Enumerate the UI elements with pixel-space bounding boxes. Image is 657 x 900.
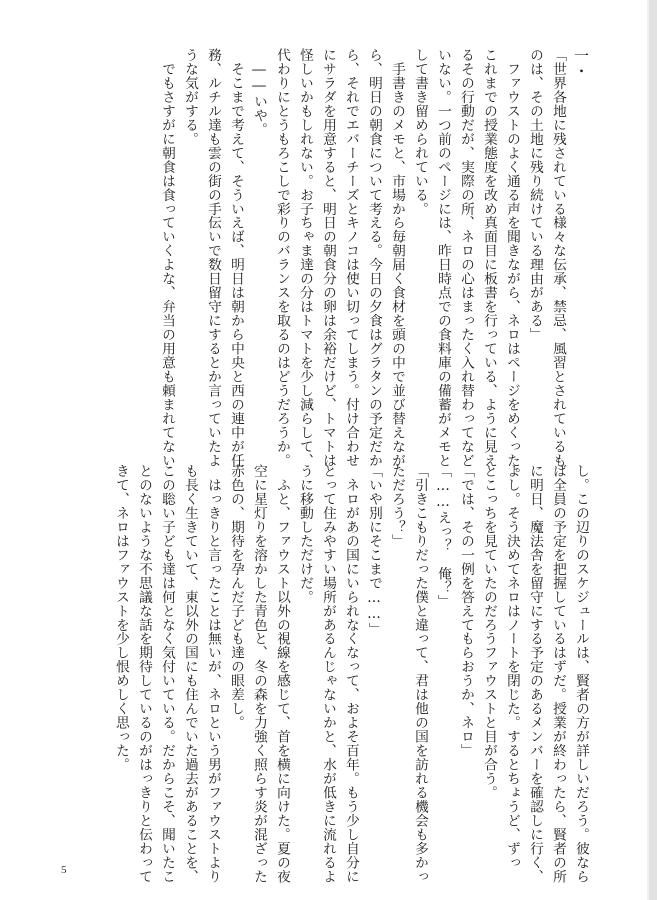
text-line: いない。一つ前のページには、昨日時点での食料庫の備蓄がメモと bbox=[435, 48, 451, 468]
text-line: 怪しいかもしれない。お子ちゃま達の分はトマトを少し減らして、 bbox=[297, 48, 313, 468]
text-line: 務、ルチル達も雲の街の手伝いで数日留守にするとか言っていたよ bbox=[205, 48, 221, 468]
text-line: ネロがあの国にいられなくなって、およそ百年。もう少し自分に bbox=[343, 464, 359, 884]
text-line: 赤色の、期待を孕んだ子ども達の眼差し。 bbox=[228, 464, 244, 730]
text-line: きて、ネロはファウストを少し恨めしく思った。 bbox=[113, 464, 129, 772]
text-line: 「……えっ？ 俺？」 bbox=[435, 464, 451, 609]
text-line: とのないような不思議な話を期待しているのがはっきりと伝わって bbox=[136, 464, 152, 884]
text-line: はっきりと言ったことは無いが、ネロという男がファウストより bbox=[205, 464, 221, 884]
text-line: 手書きのメモと、市場から毎朝届く食材を頭の中で並び替えなが bbox=[389, 48, 405, 468]
chapter-number: 一・ bbox=[572, 48, 590, 79]
text-line: とこっちを見ていたのだろうファウストと目が合う。 bbox=[481, 464, 497, 800]
text-line: この聡い子ども達は何となく気付いている。だからこそ、聞いたこ bbox=[159, 464, 175, 884]
text-line: ら、明日の朝食について考える。今日の夕食はグラタンの予定だか bbox=[366, 48, 382, 468]
text-line: とって住みやすい場所があるんじゃないかと、水が低きに流れるよ bbox=[320, 464, 336, 884]
text-line: これまでの授業態度を改め真面目に板書を行っている、ように見え bbox=[481, 48, 497, 468]
text-line: ――いや。 bbox=[251, 48, 267, 137]
text-line: 「世界各地に残されている様々な伝承、禁忌、風習とされているも bbox=[550, 48, 566, 468]
text-line: 「引きこもりだった僕と違って、君は他の国を訪れる機会も多かっ bbox=[412, 464, 428, 884]
page-edge bbox=[649, 0, 657, 900]
text-line: にサラダを用意すると、明日の朝食分の卵は余裕だけど、トマトは bbox=[320, 48, 336, 468]
text-line: ファウストのよく通る声を聞きながら、ネロはページをめくった。 bbox=[504, 48, 520, 482]
text-column-top bbox=[52, 48, 592, 482]
text-line: うな気がする。 bbox=[182, 48, 198, 146]
text-line: 代わりにとうもろこしで彩りのバランスを取るのはどうだろうか。 bbox=[274, 48, 290, 468]
text-line: うに移動しただけだ。 bbox=[297, 464, 313, 604]
text-line: よし。そう決めてネロはノートを閉じた。するとちょうど、ずっ bbox=[504, 464, 520, 870]
text-line: に明日、魔法舎を留守にする予定のあるメンバーを確認しに行く、 bbox=[527, 464, 543, 884]
text-line: ら、それでエバーチーズとキノコは使い切ってしまう。付け合わせ bbox=[343, 48, 359, 468]
text-line: し。この辺りのスケジュールは、賢者の方が詳しいだろう。彼なら bbox=[573, 464, 589, 884]
text-line: して書き留められている。 bbox=[412, 48, 428, 216]
text-line: でもさすがに朝食は食っていくよな、弁当の用意も頼まれてない bbox=[159, 48, 175, 468]
text-line: ふと、ファウスト以外の視線を感じて、首を横に向けた。夏の夜 bbox=[274, 464, 290, 884]
text-line: るその行動だが、実際の所、ネロの心はまったく入れ替わってなど bbox=[458, 48, 474, 468]
text-column-bottom bbox=[52, 464, 592, 884]
text-line: も長く生きていて、東以外の国にも住んでいた過去があることを、 bbox=[182, 464, 198, 884]
text-line: ただろう？」 bbox=[389, 464, 405, 548]
text-line: ば全員の予定を把握しているはずだ。授業が終わったら、賢者の所 bbox=[550, 464, 566, 884]
text-line: 「では、その一例を答えてもらおうか、ネロ」 bbox=[458, 464, 474, 758]
text-line: のは、その土地に残り続けている理由がある」 bbox=[527, 48, 543, 342]
text-line: そこまで考えて、そういえば、明日は朝から中央と西の連中が任 bbox=[228, 48, 244, 468]
page-number: 5 bbox=[61, 864, 67, 876]
text-line: 「いや別にそこまで……」 bbox=[366, 464, 382, 637]
text-line: 空に星灯りを溶かした青色と、冬の森を力強く照らす炎が混ざった bbox=[251, 464, 267, 884]
